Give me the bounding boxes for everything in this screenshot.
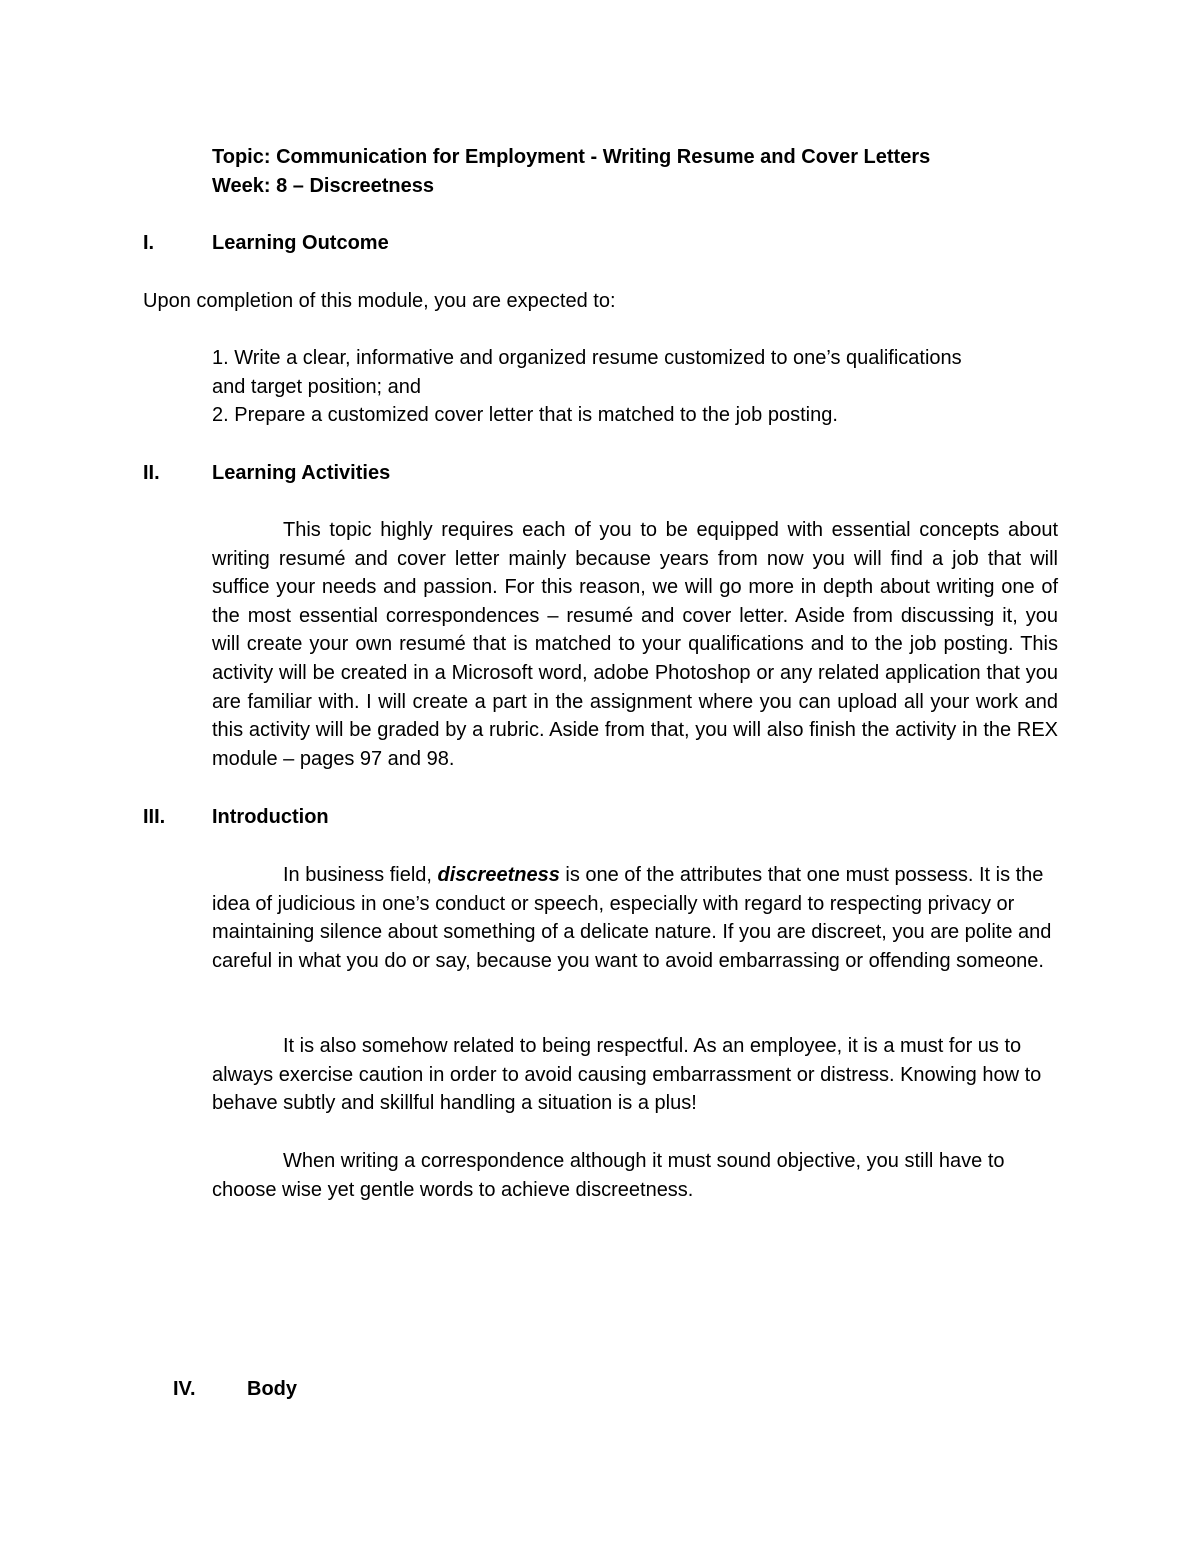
intro-paragraph-1	[212, 861, 1058, 975]
intro-paragraph-2: It is also somehow related to being respectful. As an employee, it is a must for us to always exercise caution in order to avoid causing embarrassment or distress. Knowing how to behave subtly and skillful handling a situation is a plus!	[212, 1035, 1042, 1115]
section-1-title: Learning Outcome	[212, 232, 389, 254]
outcome-item-2: 2. Prepare a customized cover letter that is matched to the job posting.	[212, 404, 838, 426]
section-3-number: III.	[143, 806, 166, 828]
topic-line: Topic: Communication for Employment - Writing Resume and Cover Letters	[212, 146, 931, 168]
section-3-title: Introduction	[212, 806, 329, 828]
activities-paragraph: This topic highly requires each of you to be equipped with essential concepts about writing resumé and cover letter mainly because years from now you will find a job that will suffice your needs and passion. For this reason, we will go more in depth about writing one of the most essential correspondences – resumé and cover letter. Aside from discussing it, you will create your own resumé that is matched to your qualifications and to the job posting. This activity will be created in a Microsoft word, adobe Photoshop or any related application that you are familiar with. I will create a part in the assignment where you can upload all your work and this activity will be graded by a rubric. Aside from that, you will also finish the activity in the REX module – pages 97 and 98.	[212, 519, 1058, 770]
outcome-intro: Upon completion of this module, you are expected to:	[143, 290, 616, 312]
section-2-title: Learning Activities	[212, 462, 391, 484]
outcome-item-1-line-2: and target position; and	[212, 376, 422, 398]
week-line: Week: 8 – Discreetness	[212, 175, 434, 197]
outcome-item-1-line-1: 1. Write a clear, informative and organized resume customized to one’s qualifications	[212, 347, 962, 369]
section-4-title: Body	[247, 1378, 297, 1400]
intro-p1-after: is one of the attributes that one must possess. It is the idea of judicious in one’s conduct or speech, especially with regard to respecting privacy or maintaining silence about something of a delicate nature. If you are discreet, you are polite and careful in what you do or say, because you want to avoid embarrassing or offending someone.	[212, 864, 1052, 972]
intro-p1-before: In business field,	[283, 864, 438, 886]
discreetness-term: discreetness	[437, 864, 560, 886]
section-1-number: I.	[143, 232, 155, 254]
section-2-number: II.	[143, 462, 160, 484]
intro-paragraph-3: When writing a correspondence although it must sound objective, you still have to choose wise yet gentle words to achieve discreetness.	[212, 1150, 1005, 1201]
section-4-number: IV.	[173, 1378, 196, 1400]
